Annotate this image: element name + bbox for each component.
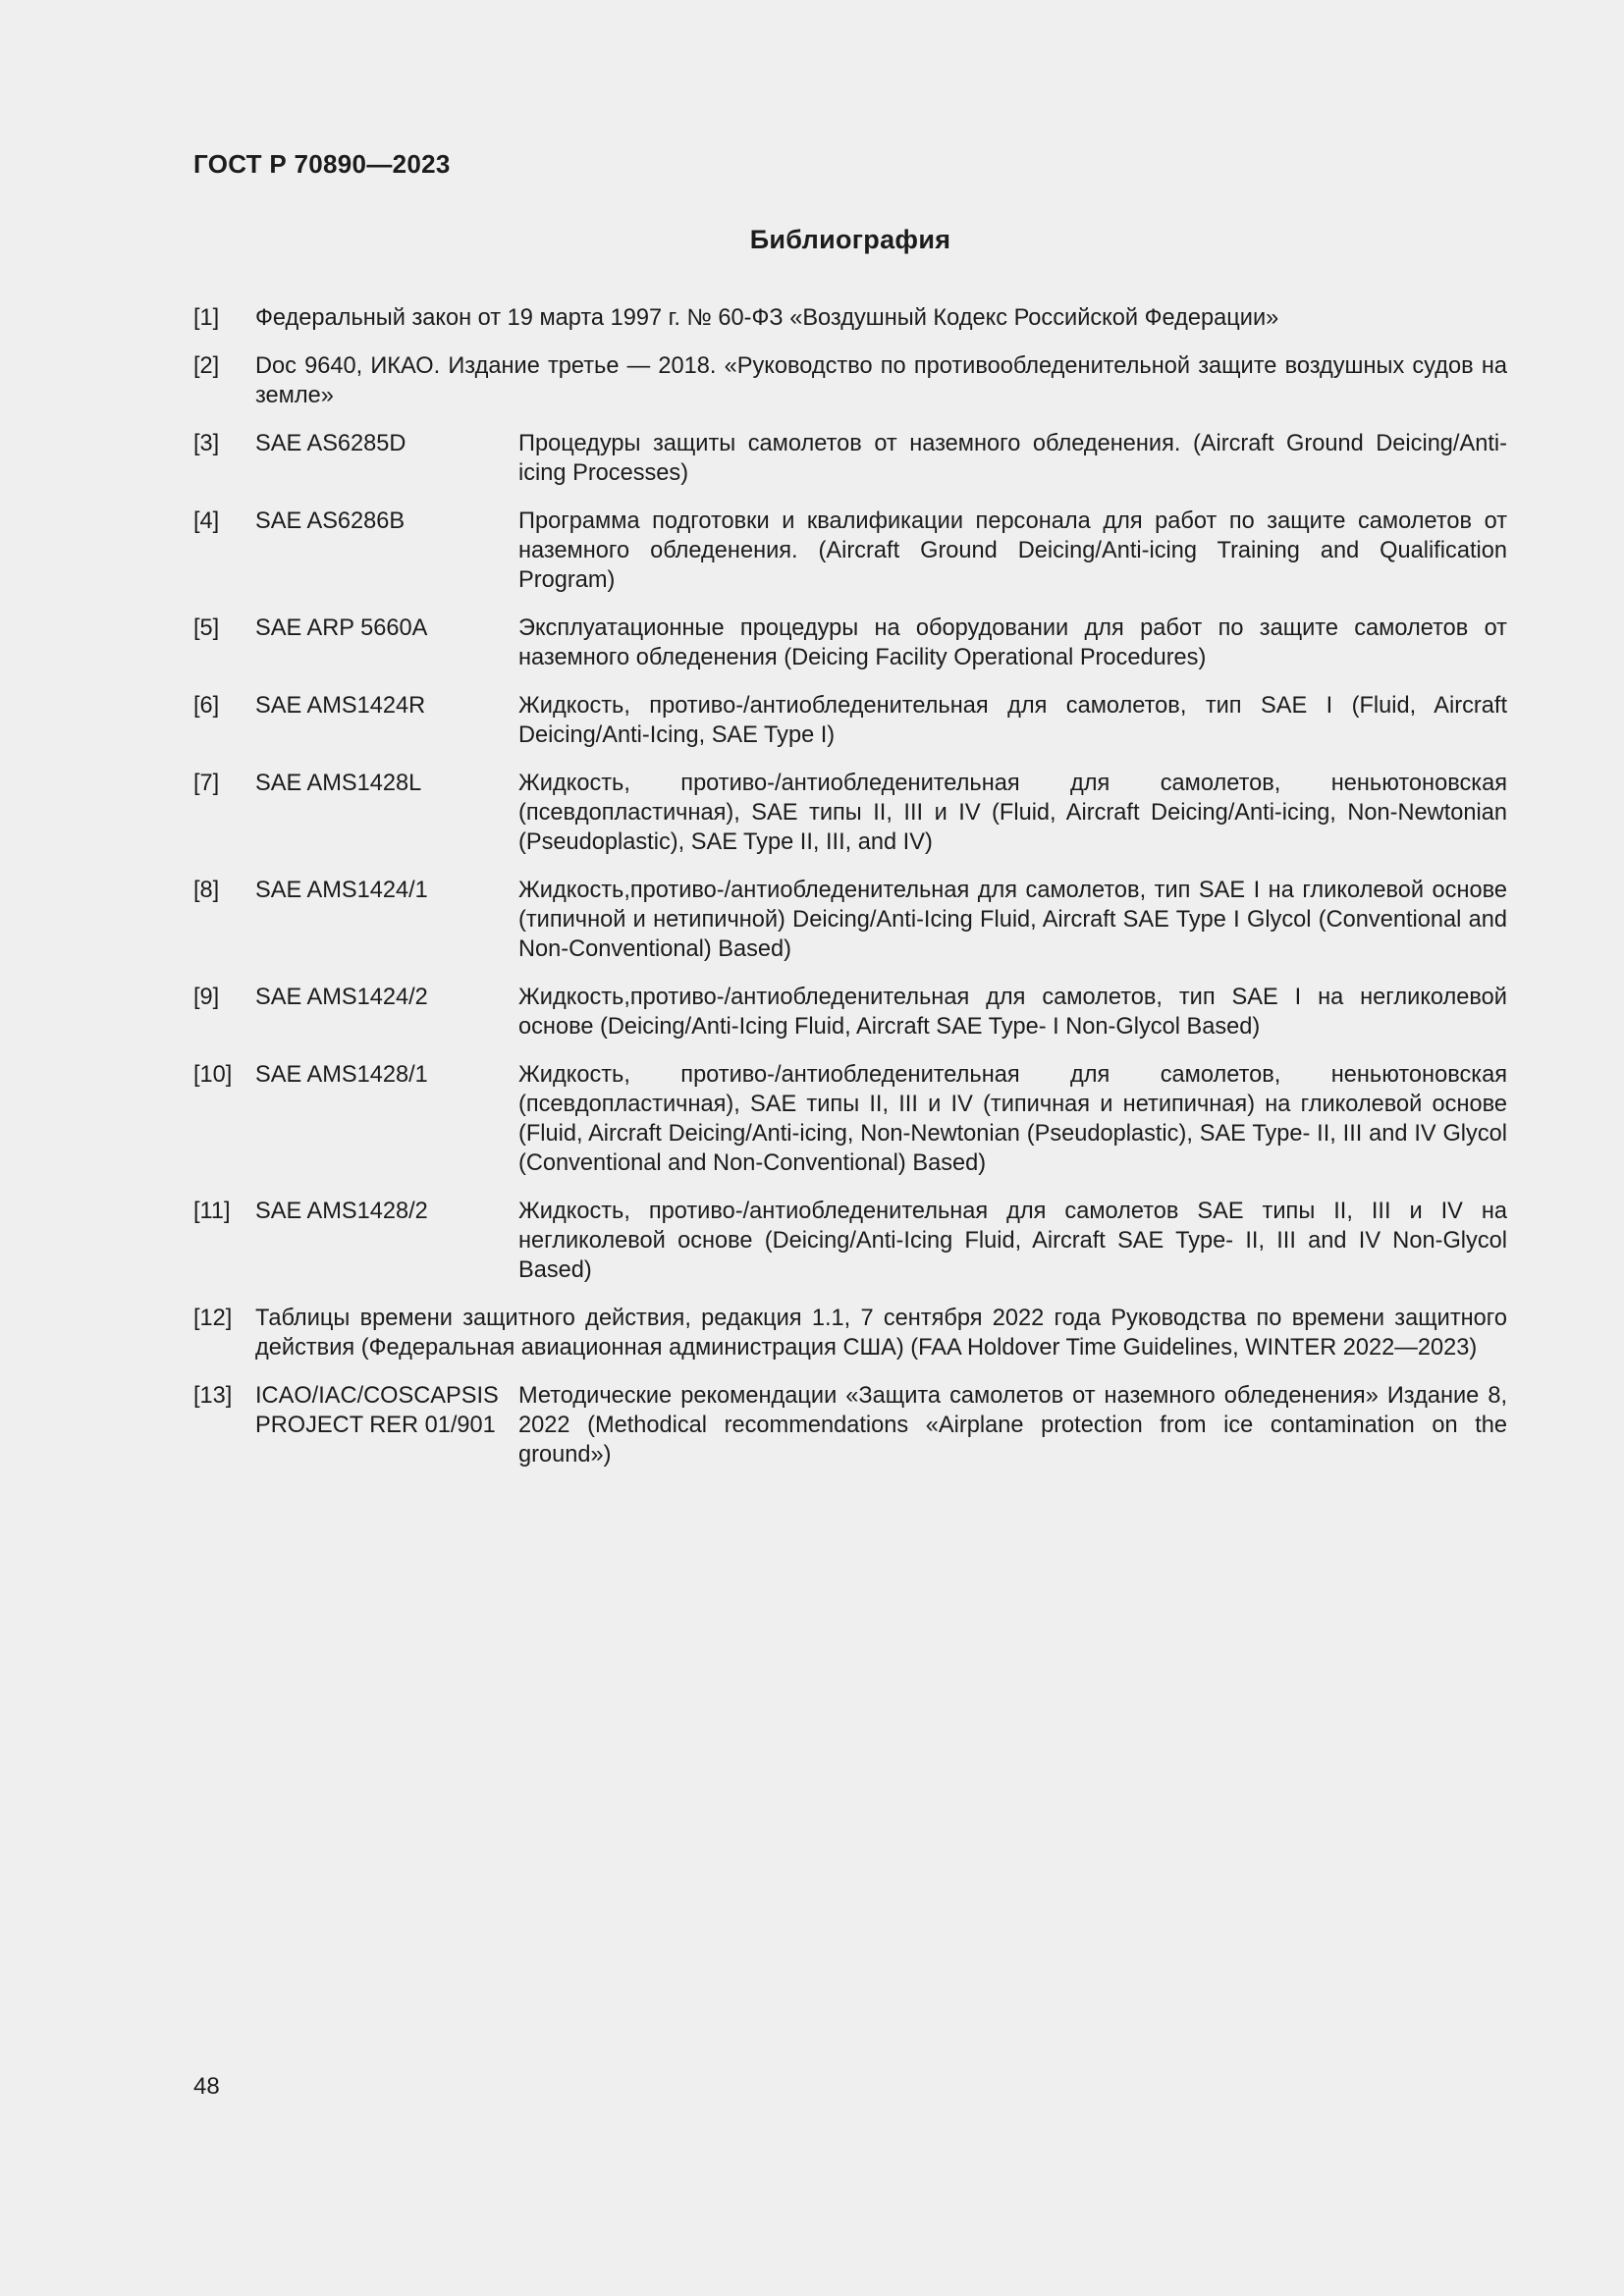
page-number: 48: [193, 2073, 220, 2100]
bibliography-entry: [193, 351, 1507, 410]
entry-text: Таблицы времени защитного действия, редакция 1.1, 7 сентября 2022 года Руководства по времени защитного действия (Федеральная авиационная администрация США) (FAA Holdover Time Guidelines, WINTER 2022—2023): [255, 1306, 1507, 1361]
bibliography-entry: [193, 507, 1507, 595]
bibliography-entry: [193, 429, 1507, 488]
entry-code: SAE AS6285D: [255, 431, 406, 456]
entry-text: Методические рекомендации «Защита самолетов от наземного обледенения» Издание 8, 2022 (Methodical recommendations «Airplane protection from ice contamination on the ground»): [518, 1383, 1507, 1468]
bibliography-entry: [193, 1304, 1507, 1362]
entry-text: Жидкость, противо-/антиобледенительная для самолетов SAE типы II, III и IV на негликолевой основе (Deicing/Anti-Icing Fluid, Aircraft SAE Type- II, III and IV Non-Glycol Based): [518, 1199, 1507, 1283]
bibliography-entry: [193, 303, 1507, 333]
bibliography-list: [193, 303, 1507, 1488]
entry-number: [12]: [193, 1306, 233, 1331]
entry-code: SAE AMS1428L: [255, 771, 422, 796]
bibliography-entry: [193, 1060, 1507, 1178]
entry-number: [6]: [193, 693, 220, 719]
page-title: Библиография: [749, 225, 951, 254]
bibliography-entry: [193, 1381, 1507, 1469]
entry-code: ICAO/IAC/COSCAPSIS PROJECT RER 01/901: [255, 1383, 499, 1438]
entry-number: [8]: [193, 878, 220, 903]
entry-number: [1]: [193, 305, 220, 331]
entry-text: Федеральный закон от 19 марта 1997 г. № 60-ФЗ «Воздушный Кодекс Российской Федерации»: [255, 305, 1279, 331]
entry-text: Эксплуатационные процедуры на оборудовании для работ по защите самолетов от наземного обледенения (Deicing Facility Operational Procedures): [518, 615, 1507, 670]
entry-text: Жидкость, противо-/антиобледенительная для самолетов, тип SAE I (Fluid, Aircraft Deicing/Anti-Icing, SAE Type I): [518, 693, 1507, 748]
entry-code: SAE AMS1424/2: [255, 985, 428, 1010]
entry-number: [11]: [193, 1199, 231, 1224]
entry-code: SAE ARP 5660A: [255, 615, 428, 641]
entry-code: SAE AMS1428/1: [255, 1062, 428, 1088]
entry-text: Программа подготовки и квалификации персонала для работ по защите самолетов от наземного обледенения. (Aircraft Ground Deicing/Anti-icing Training and Qualification Program): [518, 508, 1507, 593]
bibliography-entry: [193, 769, 1507, 857]
entry-number: [3]: [193, 431, 220, 456]
bibliography-entry: [193, 983, 1507, 1041]
bibliography-entry: [193, 614, 1507, 672]
entry-number: [2]: [193, 353, 220, 379]
bibliography-entry: [193, 876, 1507, 964]
entry-text: Doc 9640, ИКАО. Издание третье — 2018. «Руководство по противообледенительной защите воздушных судов на земле»: [255, 353, 1507, 408]
entry-text: Жидкость,противо-/антиобледенительная для самолетов, тип SAE I на негликолевой основе (Deicing/Anti-Icing Fluid, Aircraft SAE Type- I Non-Glycol Based): [518, 985, 1507, 1040]
document-code: ГОСТ Р 70890—2023: [193, 149, 451, 179]
bibliography-entry: [193, 691, 1507, 750]
entry-code: SAE AMS1428/2: [255, 1199, 428, 1224]
bibliography-entry: [193, 1197, 1507, 1285]
entry-code: SAE AS6286B: [255, 508, 406, 534]
entry-number: [7]: [193, 771, 220, 796]
entry-text: Процедуры защиты самолетов от наземного обледенения. (Aircraft Ground Deicing/Anti-icing Processes): [518, 431, 1507, 486]
entry-text: Жидкость, противо-/антиобледенительная для самолетов, неньютоновская (псевдопластичная), SAE типы II, III и IV (типичная и нетипичная) на гликолевой основе (Fluid, Aircraft Deicing/Anti-icing, Non-Newtonian (Pseudoplastic), SAE Type- II, III and IV Glycol (Conventional and Non-Conventional) Based): [518, 1062, 1507, 1176]
entry-code: SAE AMS1424/1: [255, 878, 428, 903]
entry-number: [9]: [193, 985, 220, 1010]
entry-number: [5]: [193, 615, 220, 641]
entry-number: [4]: [193, 508, 220, 534]
entry-number: [13]: [193, 1383, 233, 1409]
entry-code: SAE AMS1424R: [255, 693, 426, 719]
entry-text: Жидкость, противо-/антиобледенительная для самолетов, неньютоновская (псевдопластичная), SAE типы II, III и IV (Fluid, Aircraft Deicing/Anti-icing, Non-Newtonian (Pseudoplastic), SAE Type II, III, and IV): [518, 771, 1507, 855]
entry-text: Жидкость,противо-/антиобледенительная для самолетов, тип SAE I на гликолевой основе (типичной и нетипичной) Deicing/Anti-Icing Fluid, Aircraft SAE Type I Glycol (Conventional and Non-Conventional) Based): [518, 878, 1507, 962]
entry-number: [10]: [193, 1062, 233, 1088]
